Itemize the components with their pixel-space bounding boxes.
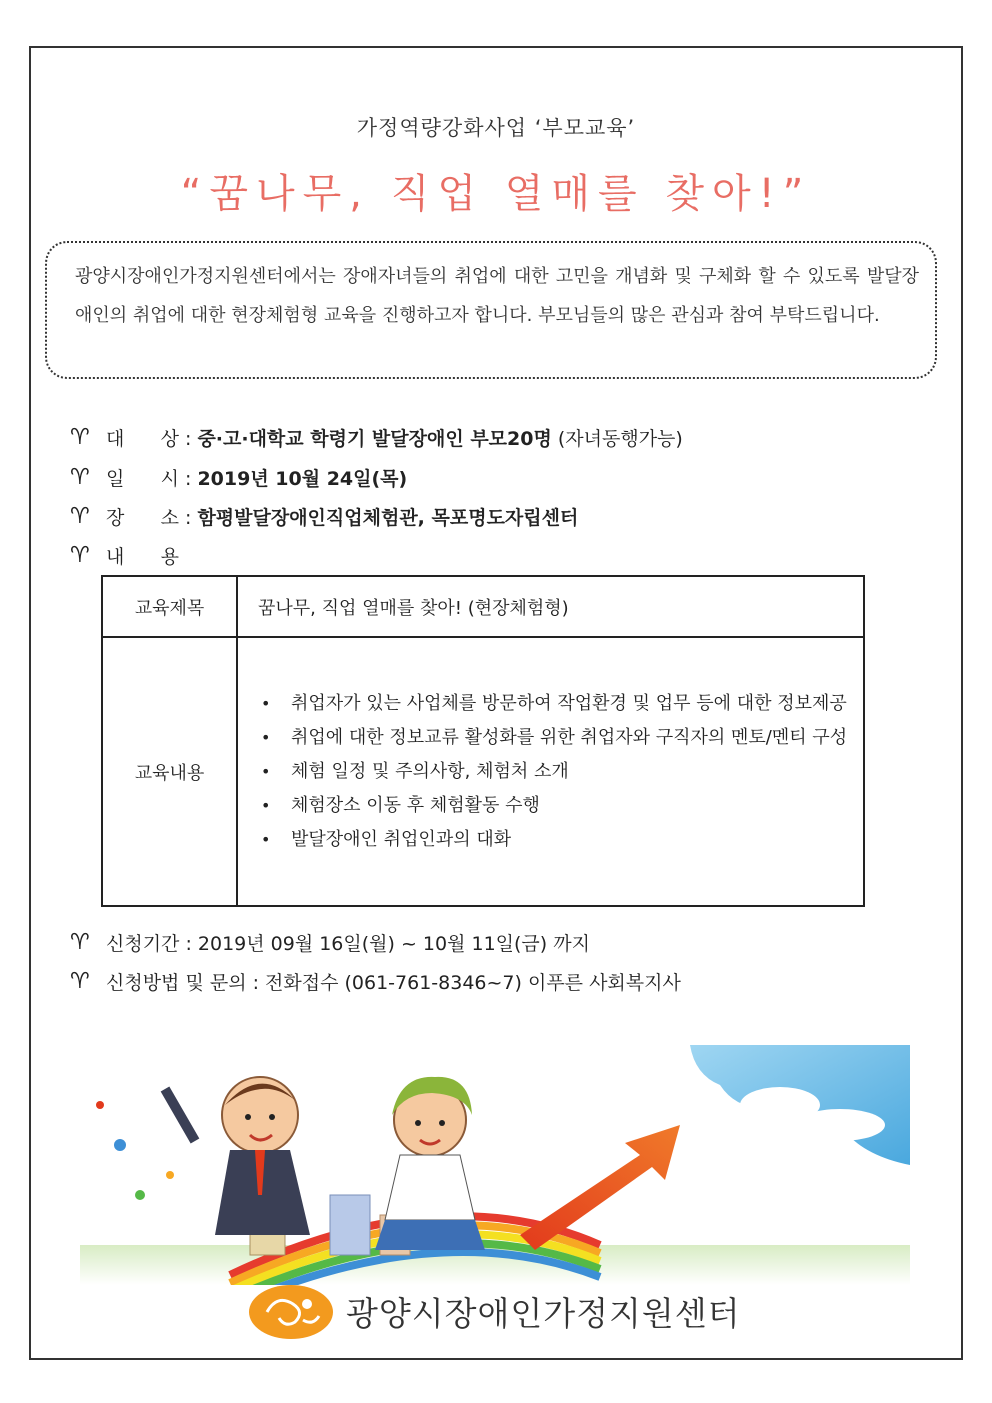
list-item: • 취업자가 있는 사업체를 방문하여 작업환경 및 업무 등에 대한 정보제공 — [291, 687, 852, 721]
illustration-svg — [80, 1045, 910, 1285]
table-content-label: 교육내용 — [102, 637, 237, 906]
apply-method-row — [70, 968, 681, 995]
table-row — [102, 637, 864, 906]
info-place-row — [70, 503, 578, 530]
info-place-value: 함평발달장애인직업체험관, 목포명도자립센터 — [197, 507, 579, 529]
info-content-row — [70, 542, 179, 569]
list-item: • 발달장애인 취업인과의 대화 — [291, 823, 852, 857]
program-table — [101, 575, 865, 907]
list-item: • 체험 일정 및 주의사항, 체험처 소개 — [291, 755, 852, 789]
org-name: 광양시장애인가정지원센터 — [346, 1294, 741, 1333]
aries-symbol-icon: ♈ — [70, 504, 90, 529]
info-date-row — [70, 464, 407, 491]
aries-symbol-icon: ♈ — [70, 543, 90, 568]
info-target-row — [70, 424, 683, 451]
program-title: “꿈나무, 직업 열매를 찾아!” — [180, 171, 812, 217]
aries-symbol-icon: ♈ — [70, 425, 90, 450]
info-target-value: 중·고·대학교 학령기 발달장애인 부모20명 — [197, 428, 552, 450]
info-content-label: 내 용 — [106, 546, 179, 568]
program-subtitle: 가정역량강화사업 ‘부모교육’ — [356, 116, 636, 140]
intro-text: 광양시장애인가정지원센터에서는 장애자녀들의 취업에 대한 고민을 개념화 및 구체화 할 수 있도록 발달장애인의 취업에 대한 현장체험형 교육을 진행하고자 합니다. 부모님들의 많은 관심과 참여 부탁드립니다. — [75, 266, 919, 326]
intro-box — [45, 241, 937, 379]
table-row — [102, 576, 864, 637]
cartoon-illustration — [80, 1045, 910, 1285]
list-item: • 체험장소 이동 후 체험활동 수행 — [291, 789, 852, 823]
table-title-value: 꿈나무, 직업 열매를 찾아! (현장체험형) — [237, 576, 864, 637]
apply-period-text: 신청기간 : 2019년 09월 16일(월) ~ 10월 11일(금) 까지 — [106, 933, 590, 955]
org-logo-icon — [247, 1282, 335, 1340]
apply-period-row — [70, 929, 590, 956]
info-target-label: 대 상 : — [106, 428, 198, 450]
aries-symbol-icon: ♈ — [70, 969, 90, 994]
info-place-label: 장 소 : — [106, 507, 198, 529]
aries-symbol-icon: ♈ — [70, 465, 90, 490]
info-date-value: 2019년 10월 24일(목) — [197, 468, 408, 490]
table-content-value — [237, 637, 864, 906]
list-item: • 취업에 대한 정보교류 활성화를 위한 취업자와 구직자의 멘토/멘티 구성 — [291, 721, 852, 755]
aries-symbol-icon: ♈ — [70, 930, 90, 955]
info-target-extra: (자녀동행가능) — [551, 428, 683, 450]
content-list — [239, 687, 862, 857]
apply-method-text: 신청방법 및 문의 : 전화접수 (061-761-8346~7) 이푸른 사회복지사 — [106, 972, 681, 994]
info-date-label: 일 시 : — [106, 468, 198, 490]
table-title-label: 교육제목 — [102, 576, 237, 637]
